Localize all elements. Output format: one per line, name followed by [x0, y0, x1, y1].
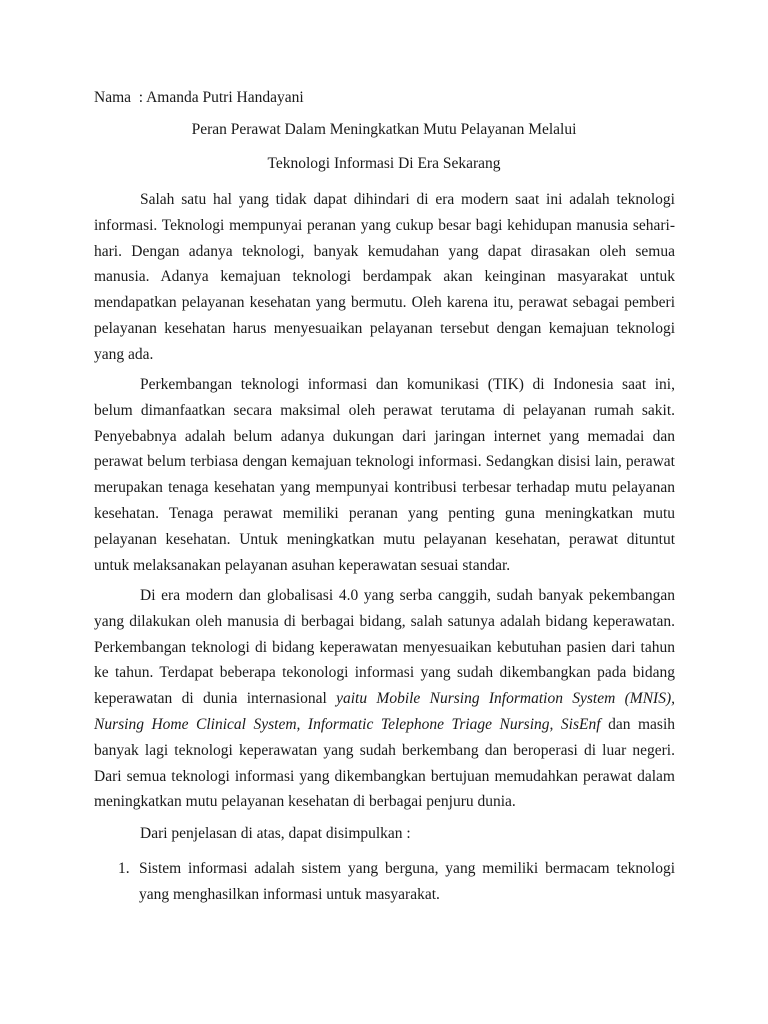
paragraph-3-italic-systems: yaitu Mobile Nursing Information System (MNIS), Nursing Home Clinical System, Informatic Telephone Triage Nursing, SisEnf — [94, 690, 675, 733]
paragraph-3 — [94, 583, 675, 815]
name-label: Nama — [94, 89, 132, 106]
list-item — [94, 856, 675, 908]
name-separator: : — [138, 89, 144, 106]
paragraph-3-text-start: Di era modern dan globalisasi 4.0 yang serba canggih, sudah banyak pekembangan yang dilakukan oleh manusia di berbagai bidang, salah satunya adalah bidang keperawatan. Perkembangan teknologi di bidang keperawatan menyesuaikan kebutuhan pasien dari tahun ke tahun. Terdapat beberapa tekonologi informasi yang sudah dikembangkan pada bidang keperawatan di dunia internasional — [94, 587, 675, 708]
author-name: Amanda Putri Handayani — [146, 89, 304, 106]
paragraph-3-text-end: dan masih banyak lagi teknologi keperawatan yang sudah berkembang dan beroperasi di luar negeri. Dari semua teknologi informasi yang dikembangkan bertujuan memudahkan perawat dalam meningkatkan mutu pelayanan kesehatan di berbagai penjuru dunia. — [94, 715, 675, 811]
author-line — [94, 86, 304, 110]
paragraph-1: Salah satu hal yang tidak dapat dihindari di era modern saat ini adalah teknologi informasi. Teknologi mempunyai peranan yang cukup besar bagi kehidupan manusia sehari-hari. Dengan adanya teknologi, banyak kemudahan yang dapat dirasakan oleh semua manusia. Adanya kemajuan teknologi berdampak akan keinginan masyarakat untuk mendapatkan pelayanan kesehatan yang bermutu. Oleh karena itu, perawat sebagai pemberi pelayanan kesehatan harus menyesuaikan pelayanan tersebut dengan kemajuan teknologi yang ada. — [94, 191, 675, 363]
list-item-text: Sistem informasi adalah sistem yang berguna, yang memiliki bermacam teknologi yang menghasilkan informasi untuk masyarakat. — [139, 860, 675, 903]
conclusion-list — [94, 856, 675, 908]
paragraph-2: Perkembangan teknologi informasi dan komunikasi (TIK) di Indonesia saat ini, belum dimanfaatkan secara maksimal oleh perawat terutama di pelayanan rumah sakit. Penyebabnya adalah belum adanya dukungan dari jaringan internet yang memadai dan perawat belum terbiasa dengan kemajuan teknologi informasi. Sedangkan disisi lain, perawat merupakan tenaga kesehatan yang mempunyai kontribusi terbesar terhadap mutu pelayanan kesehatan. Tenaga perawat memiliki peranan yang penting guna meningkatkan mutu pelayanan kesehatan. Untuk meningkatkan mutu pelayanan kesehatan, perawat dituntut untuk melaksanakan pelayanan asuhan keperawatan sesuai standar. — [94, 376, 675, 574]
document-title-line-2: Teknologi Informasi Di Era Sekarang — [267, 155, 501, 172]
document-title-line-1: Peran Perawat Dalam Meningkatkan Mutu Pelayanan Melalui — [191, 121, 577, 138]
paragraph-4: Dari penjelasan di atas, dapat disimpulkan : — [140, 825, 411, 842]
list-item-number: 1. — [118, 860, 130, 877]
